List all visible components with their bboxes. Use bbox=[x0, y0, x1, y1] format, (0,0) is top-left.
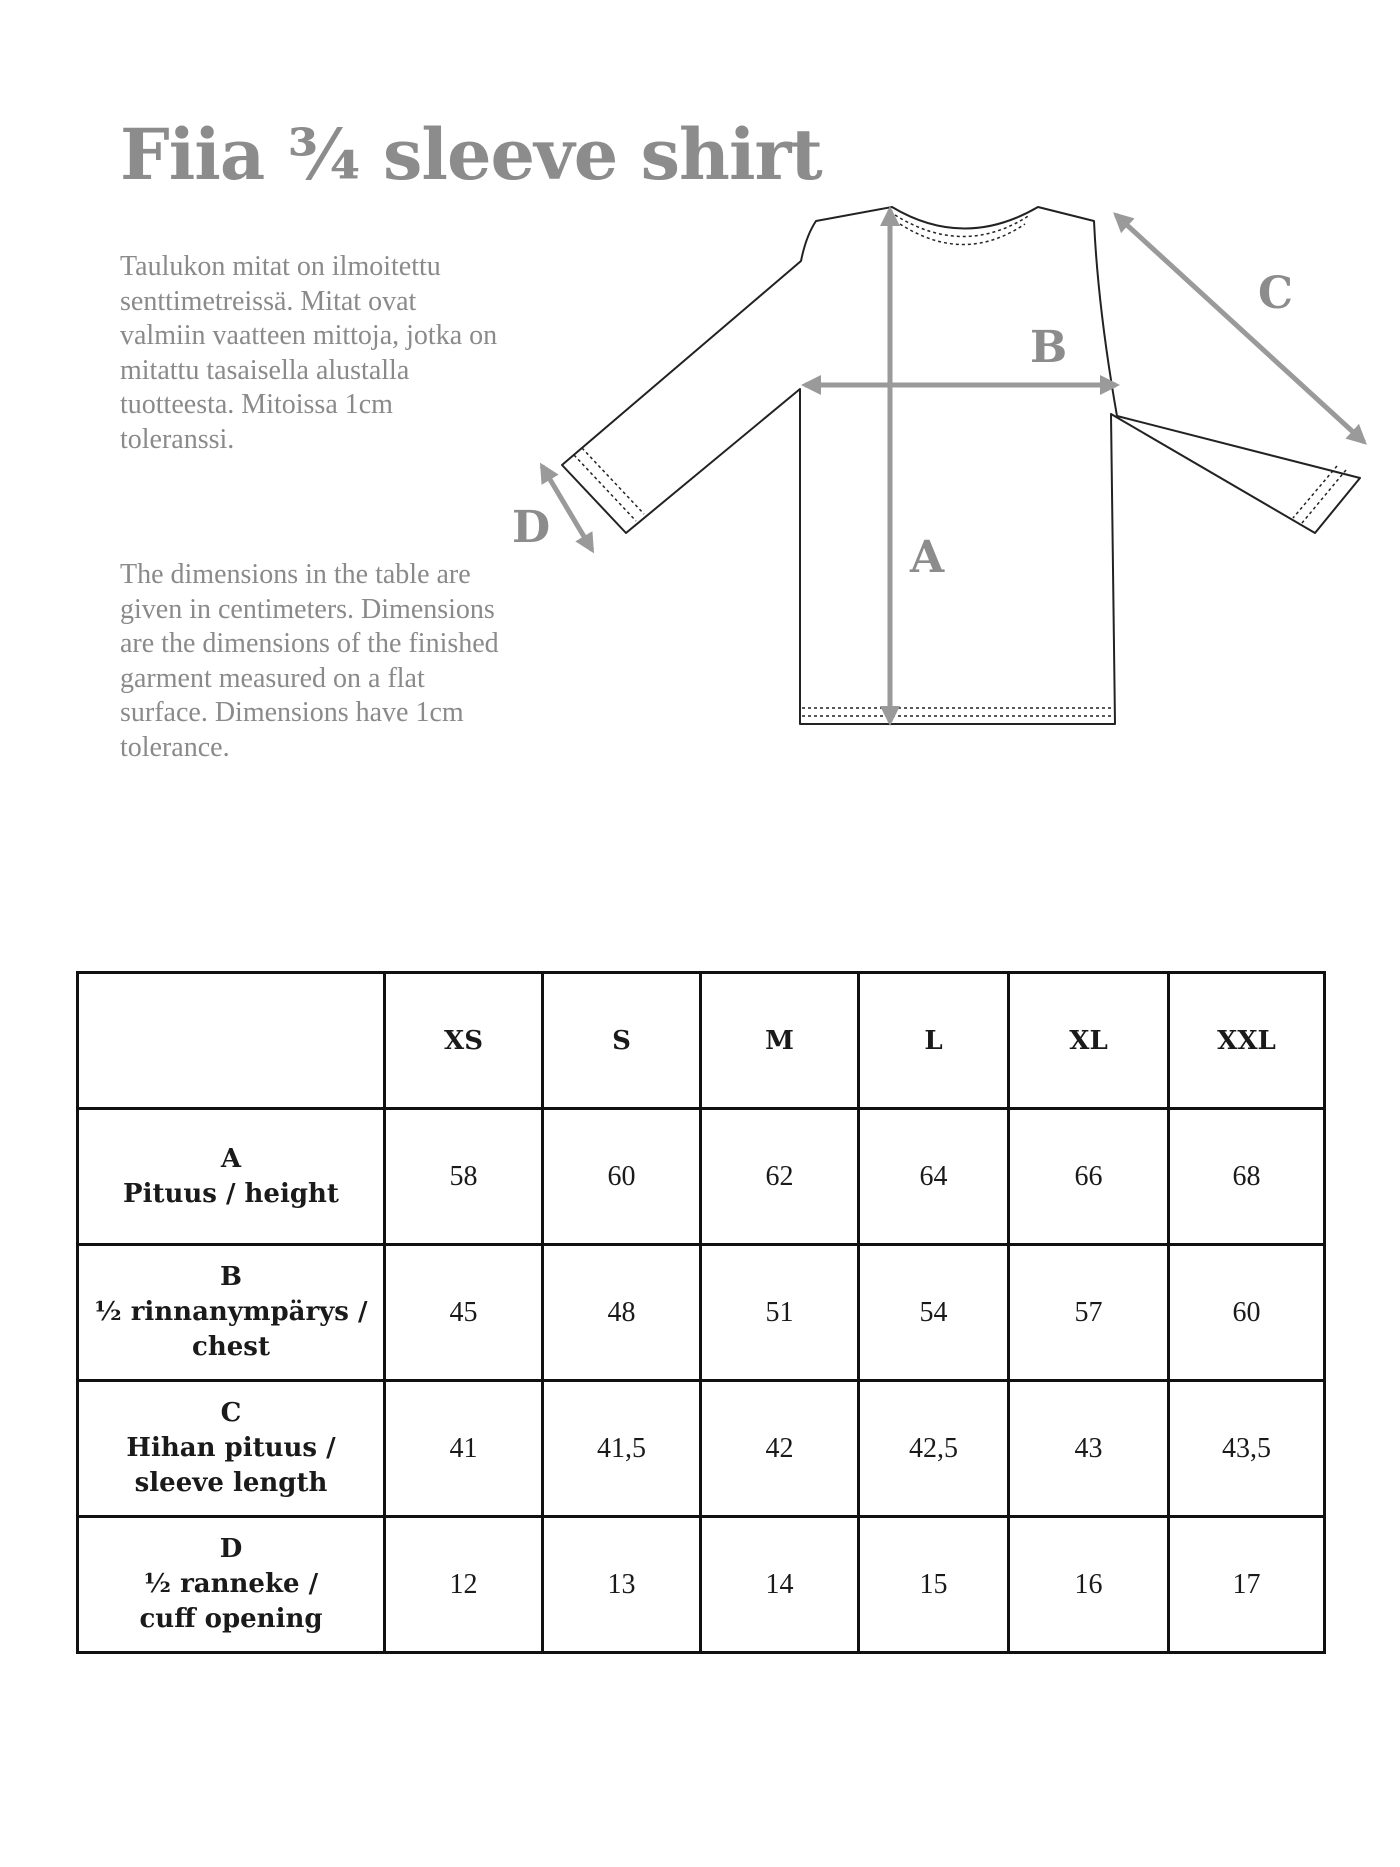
table-row bbox=[78, 1109, 1325, 1245]
row-name: Hihan pituus / bbox=[126, 1433, 336, 1463]
table-cell: 42,5 bbox=[859, 1381, 1009, 1517]
size-header: XL bbox=[1009, 973, 1169, 1109]
row-label bbox=[78, 1245, 385, 1381]
row-label bbox=[78, 1381, 385, 1517]
table-row bbox=[78, 1245, 1325, 1381]
row-name: ½ ranneke / bbox=[143, 1569, 319, 1599]
table-cell: 60 bbox=[1169, 1245, 1325, 1381]
table-cell: 68 bbox=[1169, 1109, 1325, 1245]
row-name-line2: cuff opening bbox=[139, 1604, 323, 1634]
size-header: XXL bbox=[1169, 973, 1325, 1109]
size-header: L bbox=[859, 973, 1009, 1109]
size-header: XS bbox=[385, 973, 543, 1109]
row-name-line2: sleeve length bbox=[134, 1468, 328, 1498]
label-b: B bbox=[1030, 322, 1068, 373]
table-row bbox=[78, 1381, 1325, 1517]
label-c: C bbox=[1258, 268, 1294, 319]
table-cell: 43 bbox=[1009, 1381, 1169, 1517]
row-name-line2: chest bbox=[192, 1332, 270, 1362]
label-d: D bbox=[512, 502, 551, 553]
row-label bbox=[78, 1517, 385, 1653]
table-cell: 62 bbox=[701, 1109, 859, 1245]
corner-cell bbox=[78, 973, 385, 1109]
table-cell: 13 bbox=[543, 1517, 701, 1653]
page-title: Fiia ¾ sleeve shirt bbox=[120, 113, 822, 196]
size-header: M bbox=[701, 973, 859, 1109]
table-cell: 57 bbox=[1009, 1245, 1169, 1381]
table-cell: 16 bbox=[1009, 1517, 1169, 1653]
table-cell: 54 bbox=[859, 1245, 1009, 1381]
table-cell: 41 bbox=[385, 1381, 543, 1517]
label-a: A bbox=[910, 532, 945, 583]
shirt-outline bbox=[562, 207, 1360, 724]
row-name: Pituus / height bbox=[123, 1178, 339, 1209]
size-table bbox=[76, 971, 1326, 1654]
table-cell: 51 bbox=[701, 1245, 859, 1381]
arrow-c-sleeve bbox=[1116, 215, 1364, 442]
table-cell: 43,5 bbox=[1169, 1381, 1325, 1517]
table-cell: 48 bbox=[543, 1245, 701, 1381]
row-label bbox=[78, 1109, 385, 1245]
row-letter: D bbox=[219, 1534, 243, 1564]
table-cell: 14 bbox=[701, 1517, 859, 1653]
row-name: ½ rinnanympärys / bbox=[94, 1297, 368, 1327]
table-cell: 17 bbox=[1169, 1517, 1325, 1653]
row-letter: B bbox=[220, 1262, 242, 1292]
table-cell: 64 bbox=[859, 1109, 1009, 1245]
description-english: The dimensions in the table are given in centimeters. Dimensions are the dimensions of the finished garment measured on a flat surface. Dimensions have 1cm tolerance. bbox=[120, 559, 499, 763]
table-cell: 41,5 bbox=[543, 1381, 701, 1517]
row-letter: A bbox=[220, 1143, 242, 1174]
shirt-measurement-diagram bbox=[500, 190, 1400, 750]
table-cell: 45 bbox=[385, 1245, 543, 1381]
table-cell: 66 bbox=[1009, 1109, 1169, 1245]
size-header: S bbox=[543, 973, 701, 1109]
table-cell: 12 bbox=[385, 1517, 543, 1653]
table-cell: 42 bbox=[701, 1381, 859, 1517]
table-row bbox=[78, 1517, 1325, 1653]
table-header-row bbox=[78, 973, 1325, 1109]
description-finnish: Taulukon mitat on ilmoitettu senttimetreissä. Mitat ovat valmiin vaatteen mittoja, jotka on mitattu tasaisella alustalla tuotteesta. Mitoissa 1cm toleranssi. bbox=[120, 251, 498, 455]
measurement-arrows bbox=[542, 210, 1364, 722]
row-letter: C bbox=[220, 1398, 242, 1428]
table-cell: 60 bbox=[543, 1109, 701, 1245]
table-cell: 15 bbox=[859, 1517, 1009, 1653]
table-cell: 58 bbox=[385, 1109, 543, 1245]
